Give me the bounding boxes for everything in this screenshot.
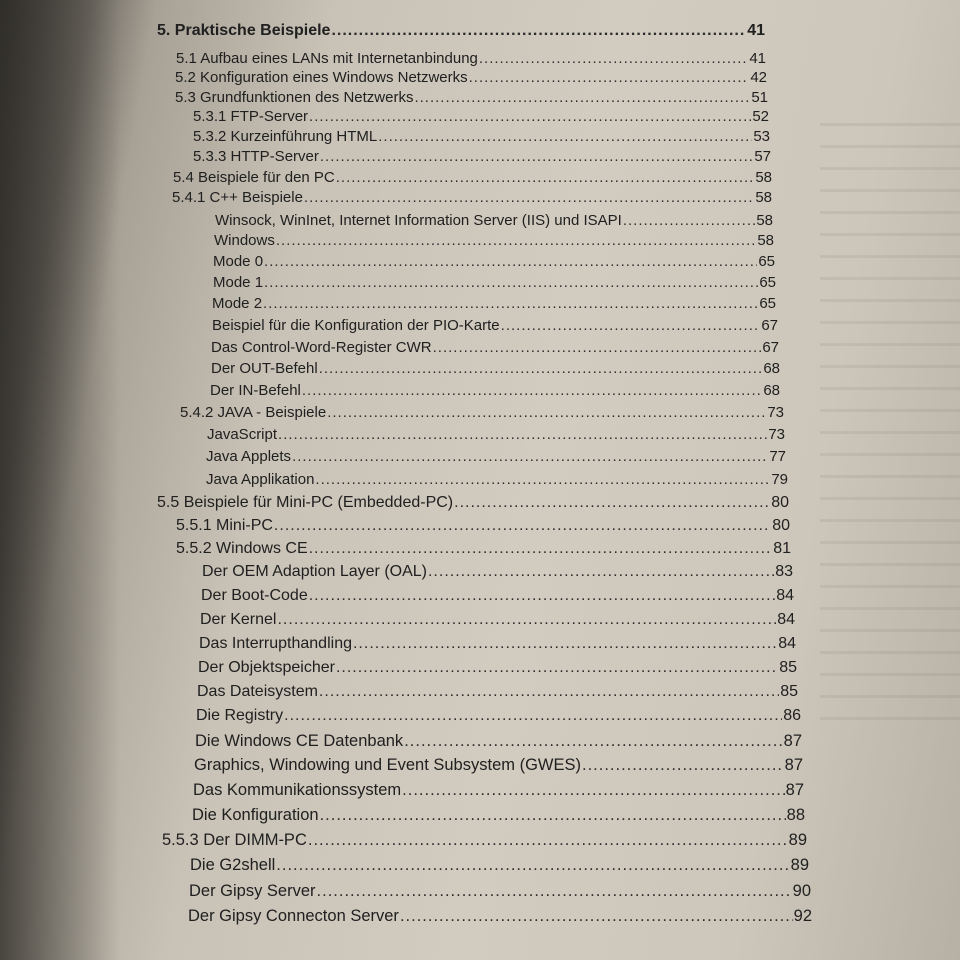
toc-page: 85 <box>779 659 797 676</box>
toc-entry <box>172 187 772 209</box>
toc-entry <box>193 146 771 168</box>
toc-entry <box>206 469 788 491</box>
toc-label: 5.2 Konfiguration eines Windows Netzwerks <box>175 69 468 86</box>
toc-label: Mode 0 <box>213 253 264 270</box>
toc-page: 87 <box>784 756 803 774</box>
toc-page: 58 <box>755 169 772 186</box>
toc-page: 65 <box>758 253 775 270</box>
toc-label: 5.4.2 JAVA - Beispiele <box>180 404 327 421</box>
toc-label: 5.3.2 Kurzeinführung HTML <box>193 128 378 145</box>
toc-label: Der Kernel <box>200 611 277 628</box>
toc-label: Das Interrupthandling <box>199 635 352 652</box>
toc-page: 53 <box>753 128 770 145</box>
toc-entry <box>193 779 804 801</box>
toc-page: 87 <box>783 732 802 750</box>
toc-page: 58 <box>757 232 774 249</box>
toc-label: 5.4 Beispiele für den PC <box>173 169 335 186</box>
toc-entry <box>193 126 770 148</box>
toc-label: 5.3 Grundfunktionen des Netzwerks <box>175 89 414 106</box>
toc-entry <box>213 272 776 294</box>
toc-page: 65 <box>759 295 776 312</box>
toc-entry <box>193 106 769 128</box>
toc-page: 84 <box>778 635 796 652</box>
toc-label: Die G2shell <box>190 856 276 874</box>
toc-label: Der OEM Adaption Layer (OAL) <box>202 563 427 580</box>
toc-entry <box>188 905 812 927</box>
toc-label: Graphics, Windowing und Event Subsystem (GWES) <box>194 756 581 774</box>
toc-label: Der Gipsy Connecton Server <box>188 907 399 925</box>
toc-label: 5.5 Beispiele für Mini-PC (Embedded-PC) <box>157 494 454 511</box>
toc-page: 87 <box>785 781 804 799</box>
toc-page: 80 <box>771 494 789 511</box>
toc-entry <box>206 446 786 468</box>
toc-page: 51 <box>751 89 768 106</box>
toc-page: 89 <box>788 831 807 849</box>
toc-page: 58 <box>755 189 772 206</box>
toc-page: 81 <box>773 540 791 557</box>
toc-label: Die Konfiguration <box>192 806 319 824</box>
toc-label: 5.5.1 Mini-PC <box>176 517 273 534</box>
toc-entry <box>211 337 779 359</box>
toc-page: 80 <box>772 517 790 534</box>
toc-entry <box>215 210 773 232</box>
toc-page: 73 <box>768 426 785 443</box>
toc-entry <box>199 633 796 655</box>
toc-page: 88 <box>786 806 805 824</box>
toc-entry <box>173 167 772 189</box>
toc-label: Das Dateisystem <box>197 683 318 700</box>
toc-label: Die Windows CE Datenbank <box>195 732 404 750</box>
toc-entry <box>198 657 797 679</box>
toc-page: 77 <box>769 448 786 465</box>
toc-entry <box>192 804 805 826</box>
toc-label: Das Kommunikationssystem <box>193 781 402 799</box>
toc-label: Mode 1 <box>213 274 264 291</box>
toc-page: 42 <box>750 69 767 86</box>
toc-entry <box>195 730 802 752</box>
toc-entry <box>210 380 780 402</box>
toc-page: 84 <box>777 611 795 628</box>
toc-entry <box>197 681 798 703</box>
toc-label: Java Applets <box>206 448 292 465</box>
toc-page: 41 <box>749 50 766 67</box>
toc-page: 89 <box>790 856 809 874</box>
toc-label: Beispiel für die Konfiguration der PIO-Karte <box>212 317 500 334</box>
toc-entry <box>213 251 775 273</box>
toc-label: Der OUT-Befehl <box>211 360 318 377</box>
toc-label: JavaScript <box>207 426 278 443</box>
toc-entry <box>189 880 811 902</box>
toc-page: 84 <box>776 587 794 604</box>
toc-entry <box>202 561 793 583</box>
toc-entry <box>207 424 785 446</box>
toc-label: Der Objektspeicher <box>198 659 335 676</box>
toc-label: Der IN-Befehl <box>210 382 301 399</box>
toc-label: Mode 2 <box>212 295 263 312</box>
toc-page: 79 <box>771 471 788 488</box>
toc-page: 57 <box>754 148 771 165</box>
toc-label: Der Boot-Code <box>201 587 308 604</box>
toc-page: 73 <box>767 404 784 421</box>
toc-entry <box>194 754 803 776</box>
toc-page: 83 <box>775 563 793 580</box>
toc-label: 5.4.1 C++ Beispiele <box>172 189 303 206</box>
toc-entry <box>212 293 776 315</box>
toc-label: Die Registry <box>196 707 284 724</box>
toc-entry <box>162 829 807 851</box>
toc-entry <box>157 492 789 514</box>
toc-label: 5. Praktische Beispiele <box>157 22 331 39</box>
toc-page: 52 <box>752 108 769 125</box>
toc-label: 5.1 Aufbau eines LANs mit Internetanbindung <box>176 50 478 67</box>
toc-page: 90 <box>792 882 811 900</box>
toc-entry <box>201 585 794 607</box>
toc-entry <box>176 538 791 560</box>
toc-entry <box>211 358 780 380</box>
toc-page: 92 <box>793 907 812 925</box>
toc-page: 41 <box>747 22 765 39</box>
toc-label: 5.3.3 HTTP-Server <box>193 148 319 165</box>
toc-entry <box>190 854 809 876</box>
toc-label: Der Gipsy Server <box>189 882 316 900</box>
toc-page: 85 <box>780 683 798 700</box>
toc-page: 58 <box>756 212 773 229</box>
toc-entry <box>180 402 784 424</box>
toc-page: 65 <box>759 274 776 291</box>
toc-entry <box>196 705 801 727</box>
toc-label: 5.5.3 Der DIMM-PC <box>162 831 307 849</box>
toc-label: 5.3.1 FTP-Server <box>193 108 309 125</box>
toc-entry <box>212 315 778 337</box>
toc-entry <box>214 230 774 252</box>
toc-page: 67 <box>761 317 778 334</box>
toc-entry <box>175 67 767 89</box>
toc-label: Java Applikation <box>206 471 315 488</box>
toc-entry <box>200 609 795 631</box>
toc-page: 68 <box>763 382 780 399</box>
toc-page: 68 <box>763 360 780 377</box>
toc-label: Windows <box>214 232 275 249</box>
toc-label: Das Control-Word-Register CWR <box>211 339 432 356</box>
toc-label: Winsock, WinInet, Internet Information Server (IIS) und ISAPI <box>215 212 622 229</box>
toc-entry-chapter <box>157 20 765 42</box>
toc-entry <box>176 515 790 537</box>
toc-page: 67 <box>762 339 779 356</box>
toc-page: 86 <box>783 707 801 724</box>
toc-label: 5.5.2 Windows CE <box>176 540 308 557</box>
